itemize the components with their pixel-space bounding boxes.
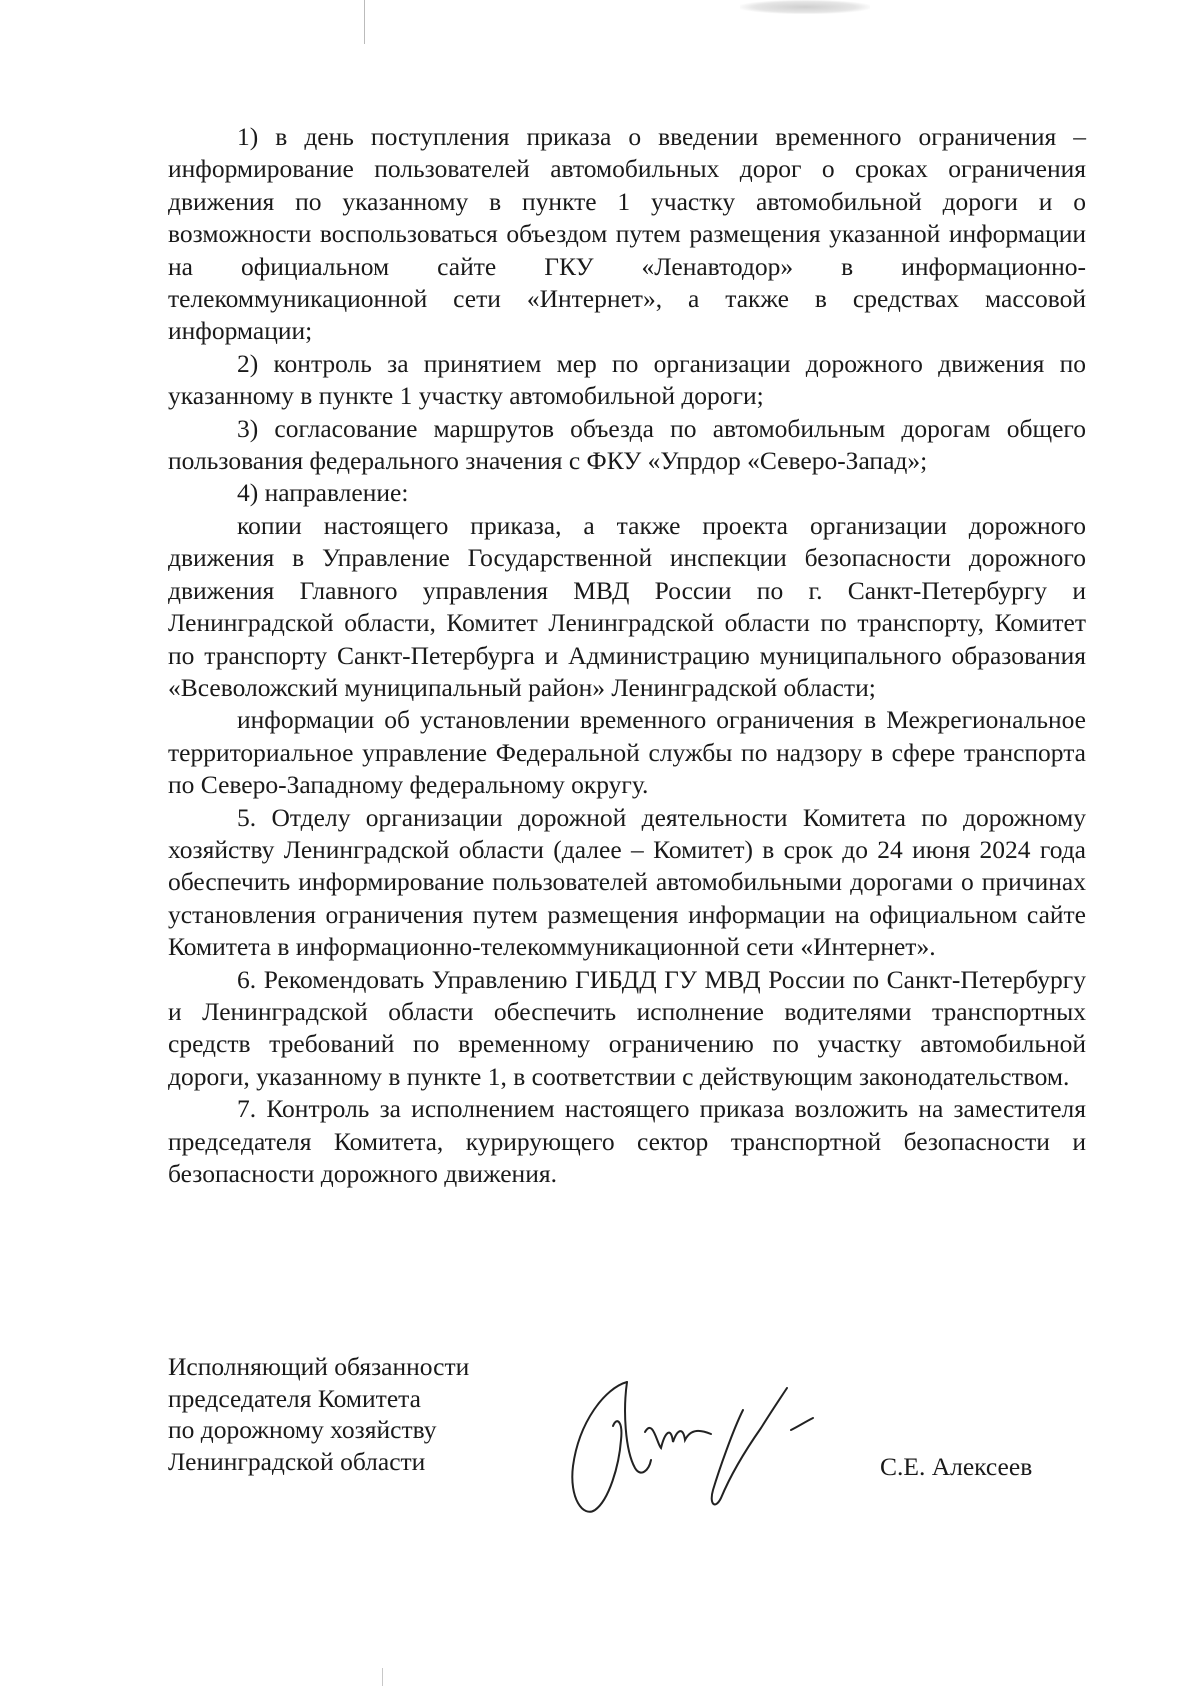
paragraph-copies: копии настоящего приказа, а также проекта организации дорожного движения в Управление Государственной инспекции безопасности дорожного движения Главного управления МВД России по г. Санкт-Петербургу и Ленинградской области, Комитет Ленинградской области по транспорту, Комитет по транспорту Санкт-Петербурга и Администрацию муниципального образования «Всеволожский муниципальный район» Ленинградской области;: [168, 510, 1086, 702]
paragraph-point-6: 6. Рекомендовать Управлению ГИБДД ГУ МВД России по Санкт-Петербургу и Ленинградской области обеспечить исполнение водителями транспортных средств требований по временному ограничению по участку автомобильной дороги, указанному в пункте 1, в соответствии с действующим законодательством.: [168, 964, 1086, 1091]
position-line: Ленинградской области: [168, 1446, 426, 1476]
scan-fold-line-bottom: [382, 1668, 383, 1686]
scan-artifact-top: [740, 0, 870, 14]
position-line: по дорожному хозяйству: [168, 1415, 437, 1444]
signatory-name: С.Е. Алексеев: [880, 1452, 1033, 1481]
paragraph-item-1: 1) в день поступления приказа о введении временного ограничения – информирование пользователей автомобильных дорог о сроках ограничения движения по указанному в пункте 1 участку автомобильной дороги и о возможности воспользоваться объездом путем размещения указанной информации на официальном сайте ГКУ «Ленавтодор» в информационно-телекоммуникационной сети «Интернет», а также в средствах массовой информации;: [168, 122, 1086, 346]
paragraph-item-2: 2) контроль за принятием мер по организации дорожного движения по указанному в пункте 1 участку автомобильной дороги;: [168, 348, 1086, 411]
paragraph-item-3: 3) согласование маршрутов объезда по автомобильным дорогам общего пользования федерального значения с ФКУ «Упрдор «Северо-Запад»;: [168, 413, 1086, 476]
handwritten-signature: [565, 1370, 865, 1530]
paragraph-item-4: 4) направление:: [237, 478, 409, 508]
paragraph-information: информации об установлении временного ограничения в Межрегиональное территориальное управление Федеральной службы по надзору в сфере транспорта по Северо-Западному федеральному округу.: [168, 705, 1086, 800]
scan-fold-line-top: [364, 0, 365, 44]
signatory-position: [168, 1351, 469, 1477]
position-line: председателя Комитета: [168, 1383, 421, 1413]
document-body: [168, 121, 1086, 1190]
position-line: Исполняющий обязанности: [168, 1352, 470, 1381]
paragraph-point-5: 5. Отделу организации дорожной деятельности Комитета по дорожному хозяйству Ленинградской области (далее – Комитет) в срок до 24 июня 2024 года обеспечить информирование пользователей автомобильными дорогами о причинах установления ограничения путем размещения информации на официальном сайте Комитета в информационно-телекоммуникационной сети «Интернет».: [168, 802, 1086, 962]
paragraph-point-7: 7. Контроль за исполнением настоящего приказа возложить на заместителя председателя Комитета, курирующего сектор транспортной безопасности и безопасности дорожного движения.: [168, 1094, 1086, 1188]
